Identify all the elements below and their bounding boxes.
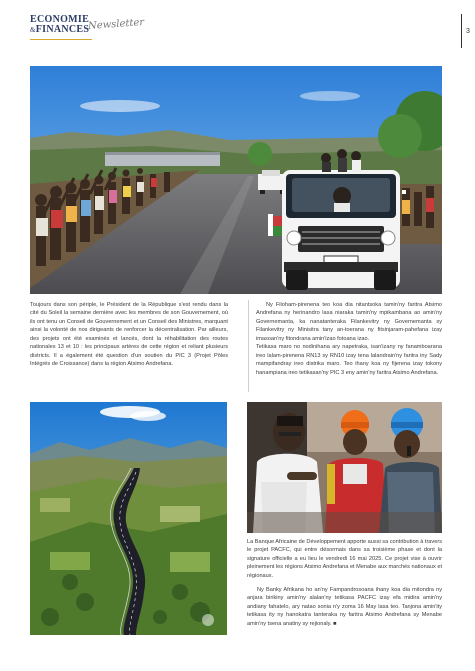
photo-site-visit	[247, 402, 442, 533]
convoy-illustration	[30, 66, 442, 294]
article-malagasy-intro	[256, 301, 442, 377]
brand-finances-line	[30, 24, 89, 35]
header-vertical-rule	[461, 14, 462, 48]
page-number: 3	[466, 28, 470, 35]
article-french-bad: La Banque Africaine de Développement apporte aussi sa contribution à travers le projet PACFC, qui entre désormais dans sa troisième phase et dont la signature officielle a eu lieu le vendredi 16 mai 2025. Ce projet vise à ouvrir pleinement les régions Atsimo Andrefana et Menabe aux marchés nationaux et régionaux.	[247, 539, 442, 579]
brand-ampersand: &	[30, 26, 36, 34]
photo-presidential-convoy	[30, 66, 442, 294]
column-divider	[248, 300, 249, 392]
site-visit-illustration	[247, 402, 442, 533]
article-malagasy-bad: Ny Banky Afrikana ho an'ny Fampandrosoana ihany koa dia mitondra ny anjara birikiny amin'ny alalan'ny tetikasa PACFC izay efa midira amin'ny andiany fahatelo, ary natao sonia n'y zoma 16 May lasa teo. Tanjona amin'ity tetikasa ity ny hanokatra tanteraka ny faritra Atsimo Andrefana sy Menabe amin'ny tsena anatiny sy rejionaly. ■	[247, 587, 442, 627]
brand-newsletter-script: Newsletter	[87, 17, 145, 32]
article-malagasy-roads: Tetikasa maro no nodinihana ary napetraka, isan'izany ny fanamboarana ireo lalam-pirenena RN13 sy RN10 izay tena lalandrain'ny faritra iny Sady mampifandray ireo distrika maro. Teo ihany koa ny fijerena izay tokony hanampiana ireo tetikasan'ny PIC 3 eny amin'ny faritra Atsimo Andrefana.	[256, 344, 442, 376]
article-french-intro: Toujours dans son périple, le Président de la République s'est rendu dans la cité du Soleil la semaine dernière avec les membres de son Gouvernement, où ils ont tenu un Conseil de Gouvernement et un Conseil des Ministres, marquant ainsi la volonté de nos dirigeants de renforcer la décentralisation. Par ailleurs, des projets ont été examinés et lancés, dont la réhabilitation des routes nationales 13 et 10 : les principaux artères de cette région et reliant plusieurs districts. Il a également été question d'un soutien du PIC 3 (Projet Pôles Intégrés de Croissance) dans la région Atsimo Andrefana.	[30, 302, 228, 368]
brand-economie: ECONOMIE	[30, 14, 90, 25]
newsletter-logo	[30, 14, 145, 40]
brand-underline	[30, 39, 92, 40]
aerial-road-illustration	[30, 402, 227, 635]
photo-aerial-road	[30, 402, 227, 635]
article-malagasy-intro-p1: Ny Filoham-pirenena teo koa dia nitantsoka tamin'ny faritra Atsimo Andrefana ny herinandro lasa niaraka tamin'ny mpikambana ao amin'ny Governemanta, ka nanatanteraka Filankevitry ny Governemanta sy Filankevitry ny Minisitra tany an-toerana ny fitsinjaram-pahefana izay imasoan'ny fitondrana amin'izao fotoana izao.	[256, 302, 442, 342]
page-header	[30, 14, 470, 44]
brand-finances: FINANCES	[35, 24, 90, 35]
